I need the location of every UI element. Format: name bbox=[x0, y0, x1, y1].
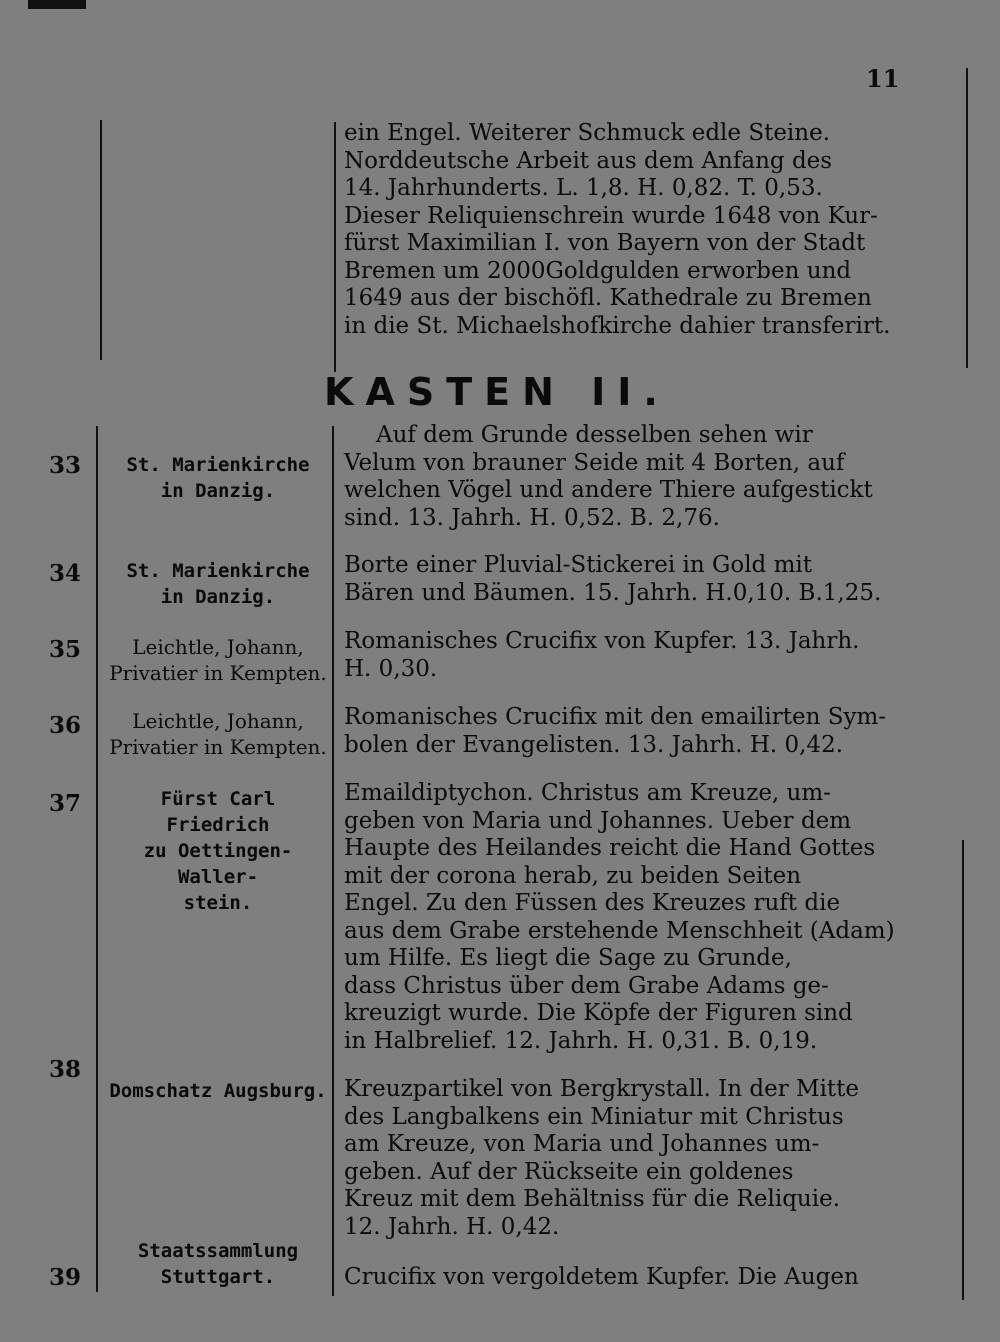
rule-left-main bbox=[96, 426, 98, 1292]
lender-line: Leichtle, Johann, bbox=[132, 709, 304, 733]
lender-line: Fürst Carl Friedrich bbox=[160, 788, 276, 836]
text-line: 12. Jahrh. H. 0,42. bbox=[344, 1213, 560, 1240]
rule-right-edge-lower bbox=[962, 840, 964, 1300]
entry-number: 36 bbox=[48, 712, 81, 739]
lender-line: Domschatz Augsburg. bbox=[109, 1080, 327, 1102]
entry-description bbox=[344, 704, 896, 759]
rule-mid-main bbox=[332, 426, 334, 1296]
text-line: Engel. Zu den Füssen des Kreuzes ruft die bbox=[344, 890, 841, 916]
text-line: Emaildiptychon. Christus am Kreuze, um- bbox=[344, 780, 831, 806]
text-line: aus dem Grabe erstehende Menschheit (Adam) bbox=[344, 917, 895, 944]
text-line: H. 0,30. bbox=[344, 655, 438, 682]
rule-mid-top bbox=[334, 122, 336, 372]
lender-line: stein. bbox=[183, 892, 253, 914]
section-heading: KASTEN II. bbox=[324, 370, 670, 414]
text-line: Bremen um 2000Goldgulden erworben und bbox=[344, 257, 852, 284]
text-line: des Langbalkens ein Miniatur mit Christus bbox=[344, 1103, 844, 1130]
text-line: sind. 13. Jahrh. H. 0,52. B. 2,76. bbox=[344, 504, 720, 531]
rule-left-top bbox=[100, 120, 102, 360]
text-line: Romanisches Crucifix von Kupfer. 13. Jahrh. bbox=[344, 628, 860, 654]
text-line: dass Christus über dem Grabe Adams ge- bbox=[344, 972, 829, 999]
entry-number: 38 bbox=[48, 1056, 81, 1083]
text-line: ein Engel. Weiterer Schmuck edle Steine. bbox=[344, 120, 831, 146]
text-line: in die St. Michaelshofkirche dahier transferirt. bbox=[344, 312, 891, 339]
entry-lender bbox=[104, 708, 332, 760]
entry-description bbox=[344, 422, 896, 532]
lender-line: Stuttgart. bbox=[160, 1266, 276, 1288]
text-line: Romanisches Crucifix mit den emailirten Sym- bbox=[344, 704, 887, 730]
page-number: 11 bbox=[866, 64, 900, 93]
rule-right-edge bbox=[966, 68, 968, 368]
lender-line: Leichtle, Johann, bbox=[132, 635, 304, 659]
corner-mark bbox=[28, 0, 86, 9]
entry-number: 37 bbox=[48, 790, 81, 817]
text-line: Bären und Bäumen. 15. Jahrh. H.0,10. B.1,25. bbox=[344, 579, 882, 606]
entry-number: 39 bbox=[48, 1264, 81, 1291]
text-line: kreuzigt wurde. Die Köpfe der Figuren sind bbox=[344, 1000, 853, 1026]
text-line: welchen Vögel und andere Thiere aufgestickt bbox=[344, 477, 873, 503]
text-line: 14. Jahrhunderts. L. 1,8. H. 0,82. T. 0,53. bbox=[344, 175, 823, 201]
text-line: in Halbrelief. 12. Jahrh. H. 0,31. B. 0,19. bbox=[344, 1027, 818, 1054]
lender-line: zu Oettingen-Waller- bbox=[143, 840, 293, 888]
text-line: am Kreuze, von Maria und Johannes um- bbox=[344, 1131, 820, 1157]
lender-line: Privatier in Kempten. bbox=[109, 661, 327, 685]
entry-number: 34 bbox=[48, 560, 81, 587]
text-line: geben von Maria und Johannes. Ueber dem bbox=[344, 807, 852, 834]
text-line: fürst Maximilian I. von Bayern von der Stadt bbox=[344, 230, 866, 256]
text-line: Velum von brauner Seide mit 4 Borten, auf bbox=[344, 449, 845, 476]
entry-description bbox=[344, 780, 896, 1055]
entry-description bbox=[344, 1264, 896, 1292]
text-line: Auf dem Grunde desselben sehen wir bbox=[376, 422, 813, 448]
text-line: Borte einer Pluvial-Stickerei in Gold mit bbox=[344, 552, 812, 578]
entry-lender bbox=[104, 1238, 332, 1290]
entry-lender bbox=[104, 1078, 332, 1104]
lender-line: in Danzig. bbox=[160, 586, 276, 608]
entry-lender bbox=[104, 452, 332, 504]
lender-line: Privatier in Kempten. bbox=[109, 735, 327, 759]
text-line: Haupte des Heilandes reicht die Hand Gottes bbox=[344, 835, 876, 861]
entry-number: 33 bbox=[48, 452, 81, 479]
lender-line: in Danzig. bbox=[160, 480, 276, 502]
entry-description bbox=[344, 552, 896, 607]
text-line: bolen der Evangelisten. 13. Jahrh. H. 0,42. bbox=[344, 731, 844, 758]
text-line: Kreuzpartikel von Bergkrystall. In der Mitte bbox=[344, 1076, 860, 1102]
entry-lender bbox=[104, 634, 332, 686]
text-line: 1649 aus der bischöfl. Kathedrale zu Bremen bbox=[344, 285, 872, 311]
text-line: Norddeutsche Arbeit aus dem Anfang des bbox=[344, 147, 833, 174]
top-entry-text bbox=[344, 120, 896, 340]
text-line: geben. Auf der Rückseite ein goldenes bbox=[344, 1158, 794, 1185]
text-line: um Hilfe. Es liegt die Sage zu Grunde, bbox=[344, 945, 792, 971]
text-line: Crucifix von vergoldetem Kupfer. Die Augen bbox=[344, 1264, 859, 1290]
entry-lender bbox=[104, 786, 332, 916]
entry-lender bbox=[104, 558, 332, 610]
text-line: Kreuz mit dem Behältniss für die Reliquie. bbox=[344, 1186, 841, 1212]
entry-description bbox=[344, 1076, 896, 1241]
lender-line: St. Marienkirche bbox=[126, 560, 310, 582]
entry-number: 35 bbox=[48, 636, 81, 663]
lender-line: Staatssammlung bbox=[137, 1240, 299, 1262]
text-line: mit der corona herab, zu beiden Seiten bbox=[344, 862, 802, 889]
lender-line: St. Marienkirche bbox=[126, 454, 310, 476]
entry-description bbox=[344, 628, 896, 683]
text-line: Dieser Reliquienschrein wurde 1648 von Kur- bbox=[344, 202, 878, 229]
